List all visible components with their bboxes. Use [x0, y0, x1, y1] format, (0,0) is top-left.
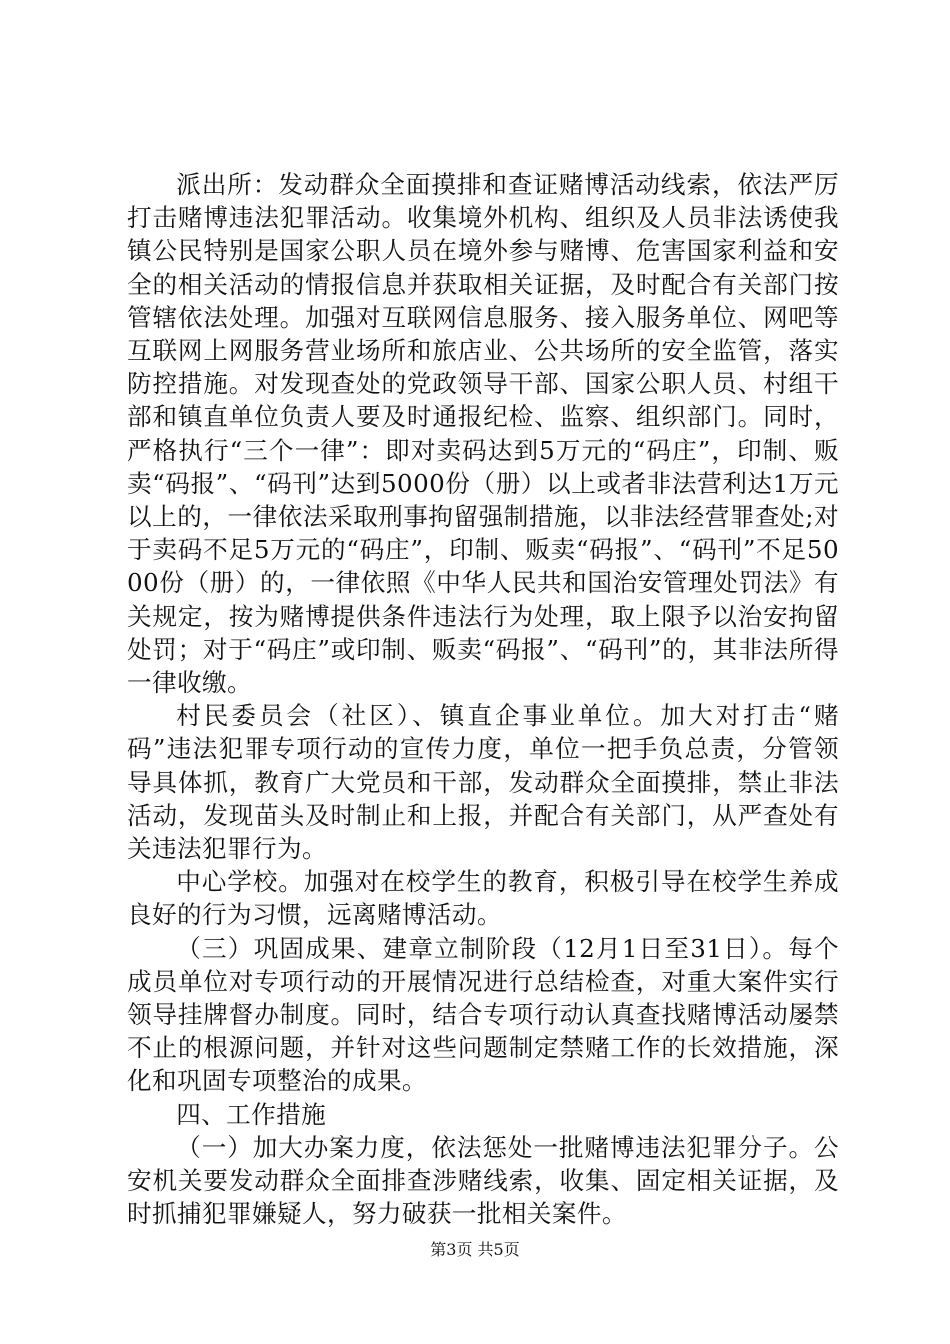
paragraph-village-committee: 村民委员会（社区）、镇直企事业单位。加大对打击“赌码”违法犯罪专项行动的宣传力度，单位一把手负总责，分管领导具体抓，教育广大党员和干部，发动群众全面摸排，禁止非法活动，发现苗头及时制止和上报，并配合有关部门，从严查处有关违法犯罪行为。 — [127, 701, 839, 864]
section-heading-work-measures: 四、工作措施 — [176, 1099, 327, 1129]
page-number-footer: 第3页 共5页 — [430, 1240, 520, 1259]
paragraph-police-station: 派出所：发动群众全面摸排和查证赌博活动线索，依法严厉打击赌博违法犯罪活动。收集境外机构、组织及人员非法诱使我镇公民特别是国家公职人员在境外参与赌博、危害国家利益和安全的相关活动的情报信息并获取相关证据，及时配合有关部门按管辖依法处理。加强对互联网信息服务、接入服务单位、网吧等互联网上网服务营业场所和旅店业、公共场所的安全监管，落实防控措施。对发现查处的党政领导干部、国家公职人员、村组干部和镇直单位负责人要及时通报纪检、监察、组织部门。同时，严格执行“三个一律”：即对卖码达到5万元的“码庄”，印制、贩卖“码报”、“码刊”达到5000份（册）以上或者非法营利达1万元以上的，一律依法采取刑事拘留强制措施，以非法经营罪查处;对于卖码不足5万元的“码庄”，印制、贩卖“码报”、“码刊”不足5000份（册）的，一律依照《中华人民共和国治安管理处罚法》有关规定，按为赌博提供条件违法行为处理，取上限予以治安拘留处罚；对于“码庄”或印制、贩卖“码报”、“码刊”的，其非法所得一律收缴。 — [127, 170, 839, 698]
paragraph-case-handling: （一）加大办案力度，依法惩处一批赌博违法犯罪分子。公安机关要发动群众全面排查涉赌线索，收集、固定相关证据，及时抓捕犯罪嫌疑人，努力破获一批相关案件。 — [127, 1132, 839, 1229]
paragraph-central-school: 中心学校。加强对在校学生的教育，积极引导在校学生养成良好的行为习惯，远离赌博活动。 — [127, 867, 839, 930]
document-body — [127, 168, 839, 1231]
paragraph-consolidation-stage: （三）巩固成果、建章立制阶段（12月1日至31日）。每个成员单位对专项行动的开展情况进行总结检查，对重大案件实行领导挂牌督办制度。同时，结合专项行动认真查找赌博活动屡禁不止的根源问题，并针对这些问题制定禁赌工作的长效措施，深化和巩固专项整治的成果。 — [127, 933, 839, 1096]
